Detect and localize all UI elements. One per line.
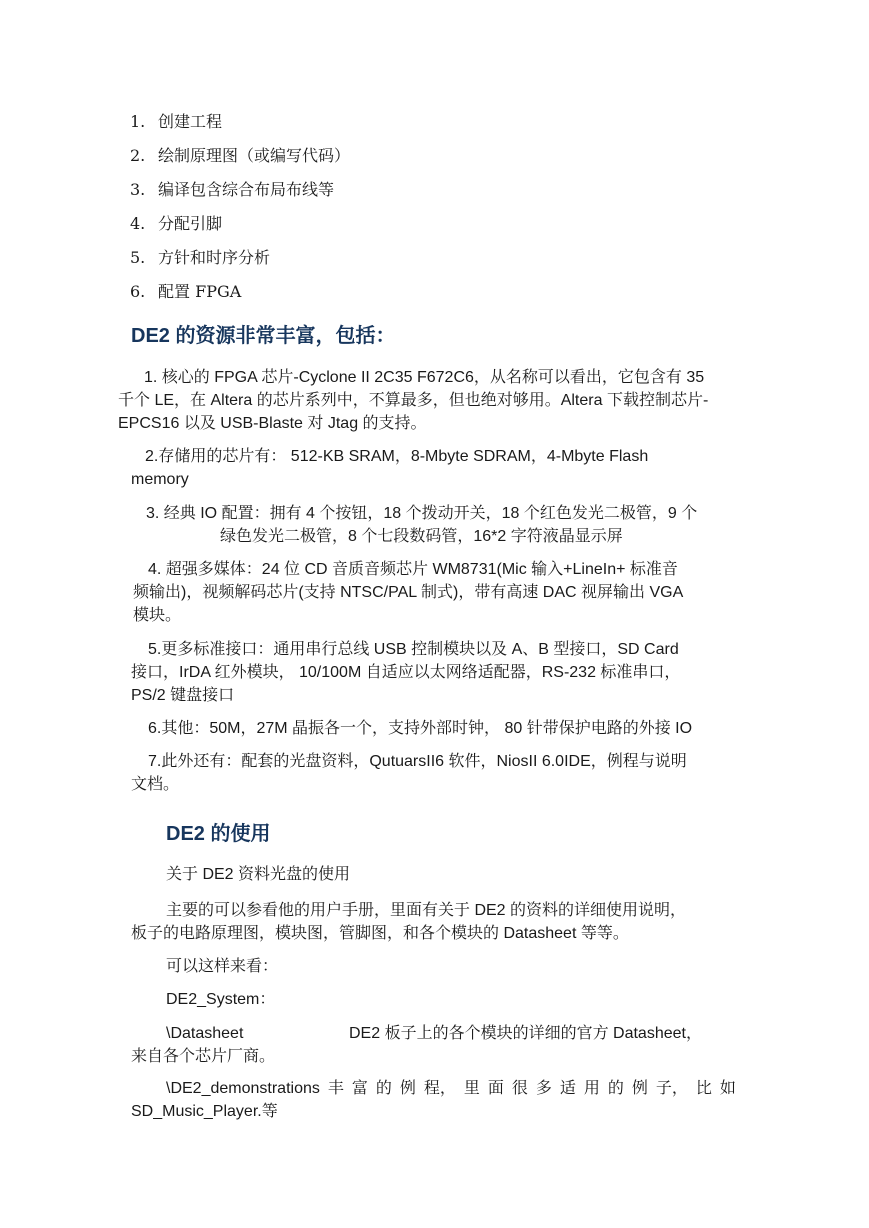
resource-paragraph-1: 1. 核心的 FPGA 芯片-Cyclone II 2C35 F672C6，从名称可以看出，它包含有 35 千个 LE，在 Altera 的芯片系列中，不算最多，但也绝对够用。Altera 下载控制芯片- EPCS16 以及 USB-Blaste 对 Jtag 的支持。 <box>118 369 709 432</box>
list-item: 1. 创建工程 <box>130 112 223 131</box>
workflow-steps-list <box>130 110 350 314</box>
resource-paragraph-6: 6.其他：50M，27M 晶振各一个，支持外部时钟， 80 针带保护电路的外接 IO <box>148 720 693 737</box>
demonstrations-entry: \DE2_demonstrations 丰 富 的 例 程， 里 面 很 多 适 用 的 例 子， 比 如 SD_Music_Player.等 <box>131 1077 736 1123</box>
resource-paragraph-5: 5.更多标准接口：通用串行总线 USB 控制模块以及 A、B 型接口，SD Card 接口，IrDA 红外模块， 10/100M 自适应以太网络适配器，RS-232 标准串口， PS/2 键盘接口 <box>131 641 681 704</box>
de2-system-label: DE2_System： <box>166 991 276 1008</box>
resource-paragraph-4: 4. 超强多媒体：24 位 CD 音质音频芯片 WM8731(Mic 输入+LineIn+ 标准音 频输出)，视频解码芯片(支持 NTSC/PAL 制式)，带有高速 DAC 视屏输出 VGA 模块。 <box>133 561 684 624</box>
list-item: 5. 方针和时序分析 <box>130 248 271 267</box>
list-item: 6. 配置 FPGA <box>130 282 242 301</box>
resource-paragraph-2: 2.存储用的芯片有： 512-KB SRAM，8-Mbyte SDRAM，4-Mbyte Flash memory <box>131 448 649 488</box>
list-item: 2. 绘制原理图（或编写代码） <box>130 146 351 165</box>
demonstrations-path: \DE2_demonstrations <box>166 1080 320 1097</box>
datasheet-entry: \Datasheet DE2 板子上的各个模块的详细的官方 Datasheet， 来自各个芯片厂商。 <box>131 1022 702 1068</box>
resource-paragraph-7: 7.此外还有：配套的光盘资料，QutuarsII6 软件，NiosII 6.0IDE，例程与说明 文档。 <box>131 753 687 793</box>
list-item: 3. 编译包含综合布局布线等 <box>130 180 335 199</box>
usage-heading: DE2 的使用 <box>166 823 271 845</box>
resources-heading: DE2 的资源非常丰富，包括： <box>131 325 396 347</box>
resource-paragraph-3: 3. 经典 IO 配置：拥有 4 个按钮，18 个拨动开关，18 个红色发光二极管，9 个 绿色发光二极管，8 个七段数码管，16*2 字符液晶显示屏 <box>146 505 698 545</box>
list-item: 4. 分配引脚 <box>130 214 223 233</box>
usage-intro: 关于 DE2 资料光盘的使用 <box>166 866 351 883</box>
datasheet-path: \Datasheet <box>166 1025 244 1042</box>
usage-look-line: 可以这样来看： <box>166 958 279 975</box>
datasheet-description: DE2 板子上的各个模块的详细的官方 Datasheet， <box>349 1025 702 1042</box>
usage-manual-paragraph: 主要的可以参看他的用户手册，里面有关于 DE2 的资料的详细使用说明， 板子的电路原理图，模块图，管脚图，和各个模块的 Datasheet 等等。 <box>131 902 687 942</box>
